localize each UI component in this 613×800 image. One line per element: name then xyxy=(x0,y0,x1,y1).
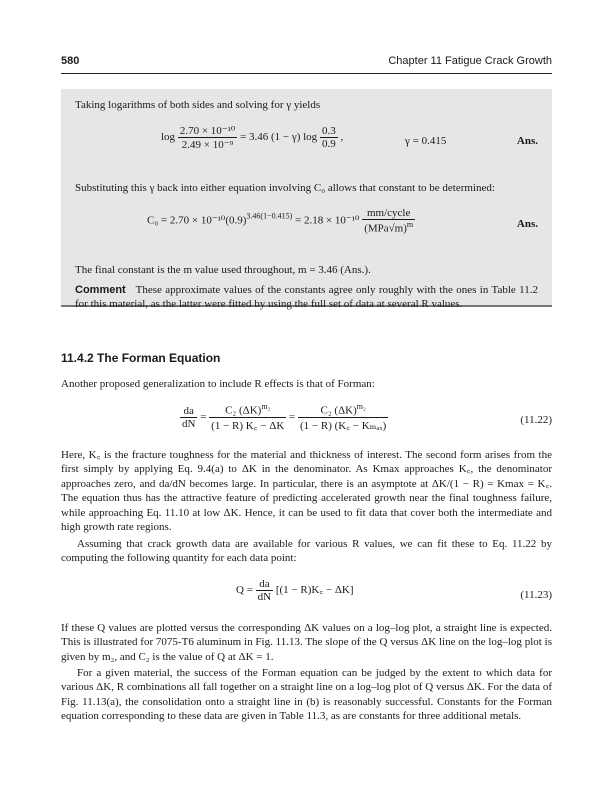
eq1-frac1-den: 2.49 × 10⁻⁹ xyxy=(181,139,234,151)
paragraph-q-values: If these Q values are plotted versus the corresponding ΔK values on a log–log plot, a straight line is expected. This is illustrated for 7075-T6 aluminum in Fig. 11.13. The slope of the Q versus ΔK line on the log–log plot is given by m₂, and C₂ is the value of Q at ΔK = 1. xyxy=(61,622,552,663)
eq1-middle: = 3.46 (1 − γ) log xyxy=(240,131,318,144)
eq1-ans: Ans. xyxy=(516,135,538,147)
example-intro: Taking logarithms of both sides and solving for γ yields xyxy=(75,99,321,111)
equation-number-11-22: (11.22) xyxy=(520,414,552,426)
running-head xyxy=(61,55,552,71)
equation-log-gamma: log $\frac{\text{2.70 × 10⁻¹⁰}}{\text{2.49 × 10⁻⁹}}$ = 3.46 (1 − γ) log $\frac{0.3}{0.9}$ , γ = 0.415 Ans. xyxy=(161,125,538,151)
example-box xyxy=(61,89,552,310)
equation-11-22: $\frac{da}{dN}$ = $\frac{C_2 (\Delta K)^{m_2}}{(1 - R) K꜀ - \Delta K}$ = $\frac{C_2 (\Delta K)^{m_2}}{\text{(1 − R) (K꜀ − Kₘₐₓ)}}$ xyxy=(182,402,387,432)
eq2-ans: Ans. xyxy=(516,218,538,230)
eq2-unit-fraction xyxy=(362,207,415,235)
eq2-unit-den: $(MPa√m)^m$ xyxy=(364,220,414,235)
example-substituting: Substituting this γ back into either equation involving C₀ allows that constant to be determined: xyxy=(75,182,495,194)
eq2-lhs: C₀ = 2.70 × 10⁻¹⁰(0.9) xyxy=(147,214,247,227)
eq1-frac1-num: 2.70 × 10⁻¹⁰ xyxy=(179,125,236,137)
example-final-constant: The final constant is the m value used throughout, m = 3.46 (Ans.). xyxy=(75,264,371,276)
eq2-middle: = 2.18 × 10⁻¹⁰ xyxy=(295,214,360,227)
eq1-log: log xyxy=(161,131,176,144)
comment-label: Comment xyxy=(75,284,126,296)
comment-text: These approximate values of the constants agree only roughly with the ones in Table 11.2 for this material, as the latter were fitted by using the full set of data at several R values. xyxy=(75,284,538,310)
eq1-fraction-1 xyxy=(178,124,237,151)
equation-11-23: Q = $\frac{da}{dN}$ [(1 − R)K꜀ − ΔK] xyxy=(236,578,354,603)
eq1122-fraction-2: $\frac{C_2 (\Delta K)^{m_2}}{\text{(1 − R) (K꜀ − Kₘₐₓ)}}$ xyxy=(299,402,387,432)
equation-number-11-23: (11.23) xyxy=(520,589,552,601)
eq1122-fraction-1: $\frac{C_2 (\Delta K)^{m_2}}{(1 - R) K꜀ - \Delta K}$ xyxy=(211,402,285,432)
paragraph-forman-success: For a given material, the success of the Forman equation can be judged by the extent to which data for various ΔK, R combinations all fall together on a straight line on a log–log plot of Q versus ΔK. For the data of Fig. 11.13(a), the consolidation onto a straight line in (b) is reasonably successful. Constants for the Forman equation corresponding to these data are given in Table 11.3, as are constants for three additional metals. xyxy=(61,667,552,723)
eq1-frac2-num: 0.3 xyxy=(321,125,336,137)
section-heading: 11.4.2 The Forman Equation xyxy=(61,351,221,365)
eq1122-lhs: $\frac{da}{dN}$ xyxy=(182,404,196,430)
paragraph-fit-data: Assuming that crack growth data are available for various R values, we can fit these to Eq. 11.22 by computing the following quantity for each data point: xyxy=(61,538,552,565)
chapter-title: Chapter 11 Fatigue Crack Growth xyxy=(388,55,552,67)
header-rule xyxy=(61,73,552,74)
page-number: 580 xyxy=(61,55,80,67)
paragraph-forman-explanation: Here, K꜀ is the fracture toughness for the material and thickness of interest. The second form arises from the first simply by applying Eq. 9.4(a) to ΔK in the denominator. As Kmax approaches K꜀, the denominator approaches zero, and da/dN becomes large. In particular, there is an asymptote at ΔK/(1 − R) = Kmax = K꜀. The equation thus has the attractive feature of predicting accelerated growth near the final toughness failure, while approaching Eq. 11.10 at low ΔK. Hence, it can be used to fit data that cover both the intermediate and high growth rate regions. xyxy=(61,449,552,534)
equation-c0 xyxy=(75,207,538,247)
eq1-result: γ = 0.415 xyxy=(405,135,447,147)
eq1123-fraction: $\frac{da}{dN}$ xyxy=(257,578,272,603)
eq1-fraction-2 xyxy=(320,125,338,150)
section-intro: Another proposed generalization to include R effects is that of Forman: xyxy=(61,378,375,390)
eq2-exponent: 3.46(1−0.415) xyxy=(246,211,293,221)
eq1-frac2-den: 0.9 xyxy=(321,138,336,150)
eq2-unit-num: mm/cycle xyxy=(362,207,415,220)
example-comment xyxy=(75,283,538,311)
